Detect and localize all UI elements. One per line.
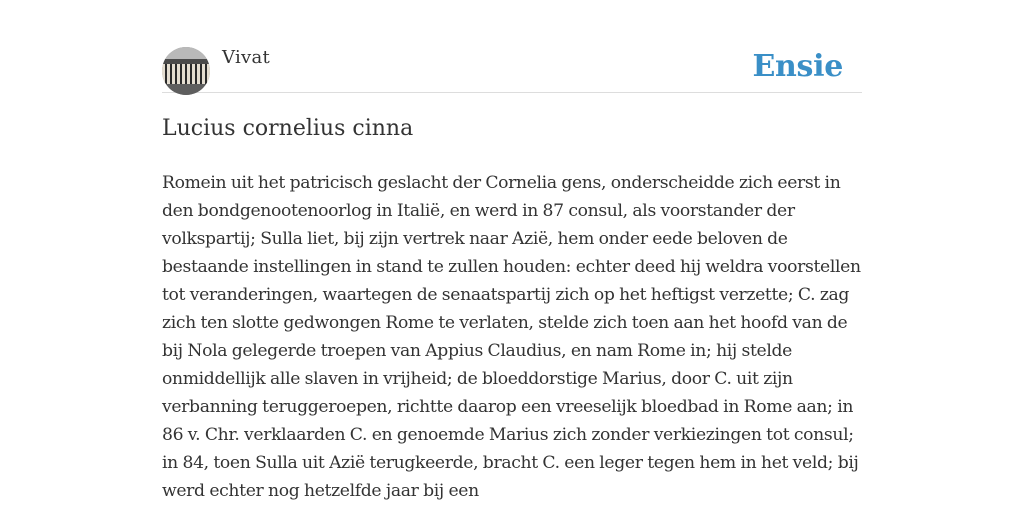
- author-name[interactable]: Vivat: [222, 47, 271, 68]
- article-body: Romein uit het patricisch geslacht der Cornelia gens, onderscheidde zich eerst in den bondgenootenoorlog in Italië, en werd in 87 consul, als voorstander der volkspartij; Sulla liet, bij zijn vertrek naar Azië, hem onder eede beloven de bestaande instellingen in stand te zullen houden: echter deed hij weldra voorstellen tot veranderingen, waartegen de senaatspartij zich op het heftigst verzette; C. zag zich ten slotte gedwongen Rome te verlaten, stelde zich toen aan het hoofd van de bij Nola gelegerde troepen van Appius Claudius, en nam Rome in; hij stelde onmiddellijk alle slaven in vrijheid; de bloeddorstige Marius, door C. uit zijn verbanning teruggeroepen, richtte daarop een vreeselijk bloedbad in Rome aan; in 86 v. Chr. verklaarden C. en genoemde Marius zich zonder verkiezingen tot consul; in 84, toen Sulla uit Azië terugkeerde, bracht C. een leger tegen hem in het veld; bij werd echter nog hetzelfde jaar bij een: [162, 173, 861, 501]
- brand-logo[interactable]: Ensie: [752, 49, 843, 84]
- colonnade-avatar-icon: [162, 47, 210, 95]
- article-title: Lucius cornelius cinna: [162, 116, 414, 141]
- page-header: [162, 46, 862, 93]
- author-avatar[interactable]: [162, 47, 210, 95]
